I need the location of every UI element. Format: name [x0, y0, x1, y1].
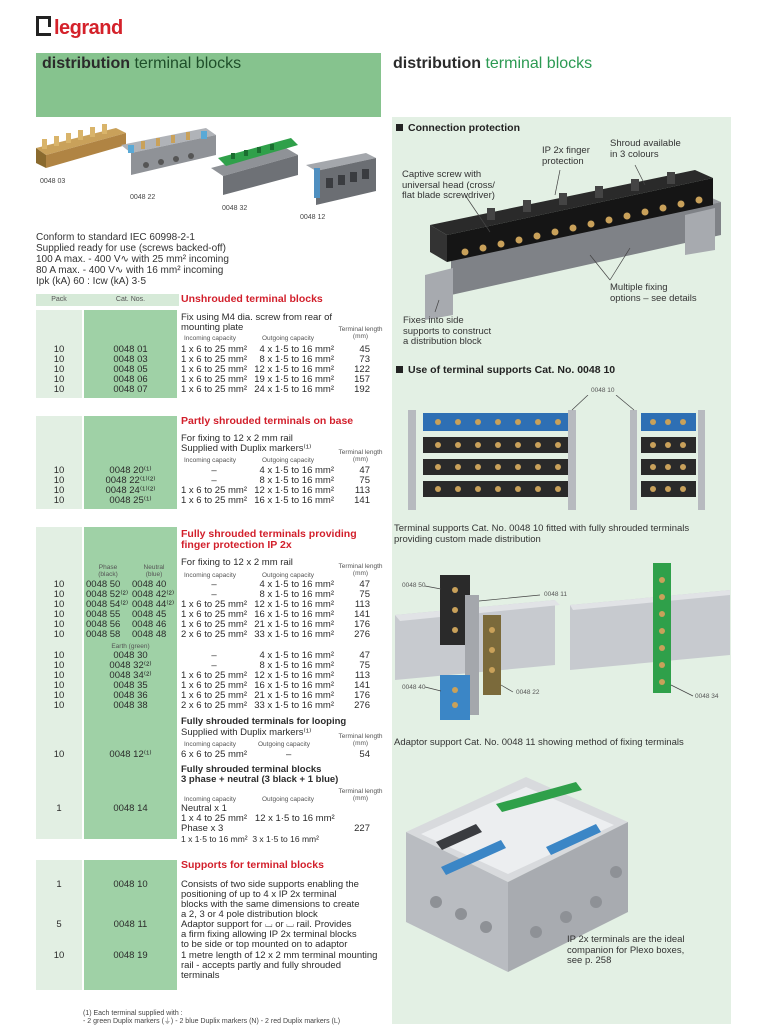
terminal-0048-03-image	[36, 124, 126, 168]
legrand-logo: legrand	[36, 16, 123, 40]
annotation-captive-screw: Captive screw with universal head (cross/ flat blade screwdriver)	[402, 169, 495, 201]
cat-column: 0048 20⁽¹⁾ 0048 22⁽¹⁾⁽²⁾ 0048 24⁽¹⁾⁽²⁾ 0048 25⁽¹⁾	[105, 465, 156, 507]
intro-text: Conform to standard IEC 60998-2-1 Supplied ready for use (screws backed-off) 100 A max. - 400 V∿ with 25 mm² incoming 80 A max. - 400 V∿ with 16 mm² incoming Ipk (kA) 60 : Icw (kA) 3·5	[36, 232, 229, 287]
callout-label: 0048 34	[695, 693, 719, 700]
adaptor-illustration	[395, 555, 730, 735]
product-photos	[36, 123, 381, 223]
three-phase-heading: Fully shrouded terminal blocks 3 phase + neutral (3 black + 1 blue)	[181, 764, 339, 786]
plexo-caption: IP 2x terminals are the ideal companion for Plexo boxes, see p. 258	[567, 934, 685, 966]
adaptor-caption: Adaptor support Cat. No. 0048 11 showing method of fixing terminals	[394, 737, 684, 748]
col-incoming: Incoming capacity	[184, 796, 237, 803]
incoming-column: – – 1 x 6 to 25 mm² 1 x 6 to 25 mm²	[181, 465, 247, 507]
page-title-right: distribution terminal blocks	[393, 55, 593, 72]
callout-label: 0048 22	[516, 689, 540, 696]
pack-column: 10 10 10 10 10	[53, 344, 65, 396]
supports-caption: Terminal supports Cat. No. 0048 10 fitted with fully shrouded terminals providing custom made distribution	[394, 523, 690, 545]
annotation-ip2x: IP 2x finger protection	[542, 145, 590, 167]
pack-cell: 1	[56, 879, 62, 890]
incoming-column: – – 1 x 6 to 25 mm² 1 x 6 to 25 mm² 1 x 6 to 25 mm² 2 x 6 to 25 mm²	[181, 579, 247, 641]
outgoing-cell: –	[286, 749, 292, 760]
section-heading: Fully shrouded terminals providing finger protection IP 2x	[181, 528, 357, 551]
incoming-cell: 6 x 6 to 25 mm²	[181, 749, 247, 760]
length-column: 47 75 113 141 176 276	[354, 650, 370, 712]
col-length: Terminal length (mm)	[338, 449, 383, 463]
square-bullet-icon	[396, 124, 403, 131]
supports-use-heading: Use of terminal supports Cat. No. 0048 10	[396, 364, 615, 376]
length-cell: 54	[359, 749, 370, 760]
cat-cell: 0048 10	[113, 879, 148, 890]
callout-label: 0048 50	[402, 582, 426, 589]
col-incoming: Incoming capacity	[184, 335, 237, 342]
cat-cell: 0048 19	[113, 950, 148, 961]
col-outgoing: Outgoing capacity	[262, 796, 315, 803]
col-incoming: Incoming capacity	[184, 457, 237, 464]
outgoing-column: 4 x 1·5 to 16 mm² 8 x 1·5 to 16 mm² 12 x 1·5 to 16 mm² 16 x 1·5 to 16 mm² 21 x 1·5 to 16 mm² 33 x 1·5 to 16 mm²	[254, 650, 334, 712]
photo-caption: 0048 12	[300, 214, 326, 221]
section-desc: For fixing to 12 x 2 mm rail Supplied with Duplix markers⁽¹⁾	[181, 433, 312, 455]
neutral-column: 0048 40 0048 42⁽²⁾ 0048 44⁽²⁾ 0048 45 0048 46 0048 48	[132, 579, 175, 641]
col-outgoing: Outgoing capacity	[262, 457, 315, 464]
pack-cell: 1	[56, 803, 62, 814]
square-bullet-icon	[396, 366, 403, 373]
section-desc: Fix using M4 dia. screw from rear of mounting plate	[181, 312, 332, 334]
col-length: Terminal length (mm)	[338, 788, 383, 802]
callout-label: 0048 11	[544, 591, 568, 598]
callout-label: 0048 10	[591, 387, 615, 394]
distribution-block-illustration	[398, 395, 730, 517]
callout-label: 0048 40	[402, 684, 426, 691]
cat-column: 0048 01 0048 03 0048 05 0048 06 0048 07	[113, 344, 148, 396]
terminal-0048-32-image	[211, 138, 298, 195]
terminal-0048-12-image	[306, 153, 376, 205]
section-heading: Unshrouded terminal blocks	[181, 293, 323, 305]
section-heading: Partly shrouded terminals on base	[181, 415, 354, 427]
outgoing-column: 4 x 1·5 to 16 mm² 8 x 1·5 to 16 mm² 12 x 1·5 to 16 mm² 16 x 1·5 to 16 mm² 21 x 1·5 to 16 mm² 33 x 1·5 to 16 mm²	[254, 579, 334, 641]
earth-header: Earth (green)	[111, 643, 150, 650]
col-length: Terminal length (mm)	[338, 326, 383, 340]
pack-cell: 5	[56, 919, 62, 930]
photo-caption: 0048 22	[130, 194, 156, 201]
pack-cell: 10	[53, 749, 65, 760]
col-outgoing: Outgoing capacity	[258, 741, 311, 748]
length-column: 47 75 113 141 176 276	[354, 579, 370, 641]
phase-column: 0048 50 0048 52⁽²⁾ 0048 54⁽²⁾ 0048 55 0048 56 0048 58	[86, 579, 129, 641]
page-title-left: distribution terminal blocks	[42, 55, 242, 72]
terminal-0048-22-image	[121, 128, 216, 175]
col-length: Terminal length (mm)	[338, 563, 383, 577]
col-length: Terminal length (mm)	[338, 733, 383, 747]
cat-cell: 0048 14	[113, 803, 148, 814]
pack-cell: 10	[53, 950, 65, 961]
pack-column: 10 10 10 10 10 10	[53, 650, 65, 712]
col-outgoing: Outgoing capacity	[262, 572, 315, 579]
pack-column: 10 10 10 10 10 10	[53, 579, 65, 641]
col-incoming: Incoming capacity	[184, 741, 237, 748]
annotation-multiple-fixing: Multiple fixing options – see details	[610, 282, 697, 304]
annotation-fixes: Fixes into side supports to construct a distribution block	[403, 315, 492, 347]
support-desc: Adaptor support for ⌴ or ⌴ rail. Provides a firm fixing allowing IP 2x terminal blocks to be side or top mounted on to adaptor	[181, 919, 357, 951]
photo-caption: 0048 32	[222, 205, 248, 212]
pack-column: 10 10 10 10	[53, 465, 65, 507]
left-distribution-block	[408, 410, 576, 510]
table-header: Pack Cat. Nos.	[36, 294, 179, 306]
length-column: 47 75 113 141	[354, 465, 370, 507]
phase-header: Phase (black)	[98, 564, 118, 578]
looping-desc: Supplied with Duplix markers⁽¹⁾	[181, 727, 312, 738]
connection-protection-heading: Connection protection	[396, 122, 520, 134]
cat-column: 0048 30 0048 32⁽²⁾ 0048 34⁽²⁾ 0048 35 0048 36 0048 38	[109, 650, 152, 712]
footnote: (1) Each terminal supplied with : - 2 green Duplix markers (⏚) - 2 blue Duplix markers (N) - 2 red Duplix markers (L)	[83, 1010, 341, 1025]
section-heading: Supports for terminal blocks	[181, 859, 324, 871]
right-distribution-block	[630, 410, 705, 510]
col-outgoing: Outgoing capacity	[262, 335, 315, 342]
length-column: 45 73 122 157 192	[354, 344, 370, 396]
photo-caption: 0048 03	[40, 178, 66, 185]
section-desc: For fixing to 12 x 2 mm rail	[181, 557, 293, 568]
col-incoming: Incoming capacity	[184, 572, 237, 579]
incoming-column: – – 1 x 6 to 25 mm² 1 x 6 to 25 mm² 1 x 6 to 25 mm² 2 x 6 to 25 mm²	[181, 650, 247, 712]
annotation-shroud: Shroud available in 3 colours	[610, 138, 681, 160]
incoming-column: 1 x 6 to 25 mm² 1 x 6 to 25 mm² 1 x 6 to 25 mm² 1 x 6 to 25 mm² 1 x 6 to 25 mm²	[181, 344, 247, 396]
length-cell: 227	[354, 823, 370, 834]
neutral-header: Neutral (blue)	[143, 564, 165, 578]
support-desc: Consists of two side supports enabling the positioning of up to 4 x IP 2x terminal blocks with the same dimensions to create a 2, 3 or 4 pole distribution block	[181, 879, 360, 921]
support-desc: 1 metre length of 12 x 2 mm terminal mounting rail - accepts partly and fully shrouded terminals	[181, 950, 378, 982]
legrand-mark-icon	[36, 16, 51, 36]
outgoing-column: 4 x 1·5 to 16 mm² 8 x 1·5 to 16 mm² 12 x 1·5 to 16 mm² 19 x 1·5 to 16 mm² 24 x 1·5 to 16 mm²	[254, 344, 334, 396]
cat-cell: 0048 11	[113, 919, 148, 930]
outgoing-column: 4 x 1·5 to 16 mm² 8 x 1·5 to 16 mm² 12 x 1·5 to 16 mm² 16 x 1·5 to 16 mm²	[254, 465, 334, 507]
looping-heading: Fully shrouded terminals for looping	[181, 716, 347, 727]
three-phase-rows: Neutral x 1 1 x 4 to 25 mm² 12 x 1·5 to 16 mm² Phase x 3 1 x 1·5 to 16 mm² 3 x 1·5 to 16 mm²	[181, 803, 335, 845]
cat-cell: 0048 12⁽¹⁾	[109, 749, 152, 760]
